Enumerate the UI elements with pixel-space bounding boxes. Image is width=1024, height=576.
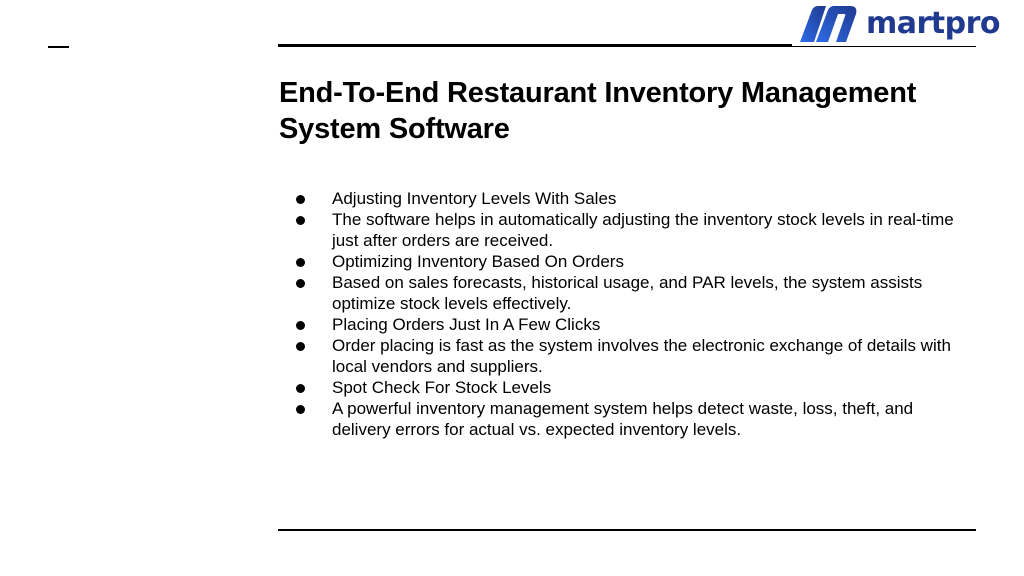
bullet-text: Based on sales forecasts, historical usage, and PAR levels, the system assists optimize stock levels effectively. bbox=[332, 273, 923, 313]
bullet-dot bbox=[296, 258, 305, 267]
logo-text: martpro bbox=[866, 6, 1001, 41]
bottom-divider bbox=[278, 529, 976, 531]
list-item bbox=[296, 398, 976, 440]
bullet-text: Placing Orders Just In A Few Clicks bbox=[332, 315, 601, 334]
bullet-text: Adjusting Inventory Levels With Sales bbox=[332, 189, 617, 208]
bullet-dot bbox=[296, 384, 305, 393]
bullet-text: Spot Check For Stock Levels bbox=[332, 378, 552, 397]
bullet-dot bbox=[296, 342, 305, 351]
bullet-dot bbox=[296, 216, 305, 225]
bullet-dot bbox=[296, 405, 305, 414]
list-item bbox=[296, 314, 976, 335]
bullet-list bbox=[296, 188, 976, 440]
bullet-text: Order placing is fast as the system involves the electronic exchange of details with local vendors and suppliers. bbox=[332, 336, 951, 376]
bullet-dot bbox=[296, 279, 305, 288]
bullet-text: A powerful inventory management system helps detect waste, loss, theft, and delivery errors for actual vs. expected inventory levels. bbox=[332, 399, 914, 439]
bullet-text: Optimizing Inventory Based On Orders bbox=[332, 252, 624, 271]
bullet-dot bbox=[296, 195, 305, 204]
list-item bbox=[296, 377, 976, 398]
martpro-logo bbox=[792, 2, 1004, 46]
bullet-dot bbox=[296, 321, 305, 330]
bullet-text: The software helps in automatically adjusting the inventory stock levels in real-time just after orders are received. bbox=[332, 210, 954, 250]
martpro-logo-icon bbox=[796, 4, 862, 44]
list-item bbox=[296, 209, 976, 251]
list-item bbox=[296, 188, 976, 209]
list-item bbox=[296, 335, 976, 377]
list-item bbox=[296, 272, 976, 314]
list-item bbox=[296, 251, 976, 272]
corner-dash bbox=[48, 46, 69, 48]
slide-title: End-To-End Restaurant Inventory Management System Software bbox=[279, 77, 917, 145]
